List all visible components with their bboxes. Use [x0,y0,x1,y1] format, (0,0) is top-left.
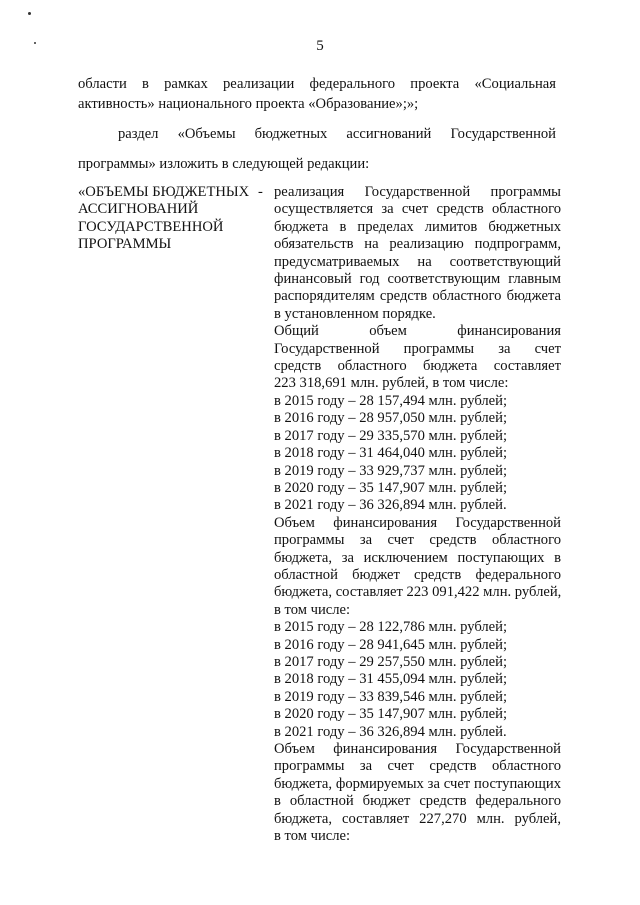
body-line: в областной бюджет средств федерального [274,793,561,810]
heading-line: ГОСУДАРСТВЕННОЙ [78,218,224,235]
body-line: обязательств на реализацию подпрограмм, [274,236,561,253]
body-line: в 2015 году – 28 157,494 млн. рублей; [274,392,508,409]
body-line: в 2018 году – 31 464,040 млн. рублей; [274,445,508,462]
body-line: Общий объем финансирования [274,323,561,340]
body-line: программы за счет средств областного [274,532,561,549]
body-line: 223 318,691 млн. рублей, в том числе: [274,375,509,392]
body-line: в 2020 году – 35 147,907 млн. рублей; [274,479,508,496]
body-line: программы за счет средств областного [274,758,561,775]
body-line: в 2021 году – 36 326,894 млн. рублей. [274,497,507,514]
body-line: в 2020 году – 35 147,907 млн. рублей; [274,706,508,723]
body-line: средств областного бюджета составляет [274,358,561,375]
body-line: в 2019 году – 33 929,737 млн. рублей; [274,462,508,479]
body-line: распорядителям средств областного бюджета [274,288,561,305]
heading-line: ПРОГРАММЫ [78,236,172,253]
body-line: бюджета, составляет 227,270 млн. рублей, [274,810,561,827]
body-line: финансовый год соответствующим главным [274,271,561,288]
body-line: в 2015 году – 28 122,786 млн. рублей; [274,619,508,636]
body-line: в 2018 году – 31 455,094 млн. рублей; [274,671,508,688]
body-line: бюджета в пределах лимитов бюджетных [274,218,561,235]
heading-line: АССИГНОВАНИЙ [78,201,199,218]
intro-paragraph [78,74,556,114]
body-line: в 2021 году – 36 326,894 млн. рублей. [274,723,507,740]
body-line: в том числе: [274,601,351,618]
section-heading [78,184,268,254]
body-line: в 2017 году – 29 257,550 млн. рублей; [274,653,508,670]
body-line: в установленном порядке. [274,305,436,322]
intro-line: активность» национального проекта «Образование»;»; [78,96,419,112]
body-line: Объем финансирования Государственной [274,741,561,757]
body-line: бюджета, составляет 223 091,422 млн. рублей, [274,584,561,601]
body-line: бюджета, формируемых за счет поступающих [274,775,561,792]
body-line: Государственной программы за счет [274,340,561,357]
body-line: в 2016 году – 28 941,645 млн. рублей; [274,636,508,653]
body-line: в 2017 году – 29 335,570 млн. рублей; [274,427,508,444]
section-body [274,184,561,845]
heading-line: «ОБЪЕМЫ БЮДЖЕТНЫХ [78,184,250,200]
section-instruction [78,124,556,174]
page-number: 5 [316,38,324,54]
intro-line: области в рамках реализации федерального проекта «Социальная [78,76,556,92]
scan-speck [34,42,36,44]
body-line: областной бюджет средств федерального [274,566,561,583]
body-line: в 2019 году – 33 839,546 млн. рублей; [274,688,508,705]
body-line: в 2016 году – 28 957,050 млн. рублей; [274,410,508,427]
body-line: предусматриваемых на соответствующий [274,253,561,270]
heading-dash: - [258,184,263,200]
body-line: бюджета, за исключением поступающих в [274,549,561,566]
scan-speck [28,12,31,15]
instruction-line: программы» изложить в следующей редакции: [78,156,370,172]
body-line: в том числе: [274,828,351,845]
body-line: осуществляется за счет средств областного [274,201,561,218]
body-line: Объем финансирования Государственной [274,514,561,531]
body-line: реализация Государственной программы [274,184,561,200]
instruction-line: раздел «Объемы бюджетных ассигнований Государственной [118,126,556,142]
